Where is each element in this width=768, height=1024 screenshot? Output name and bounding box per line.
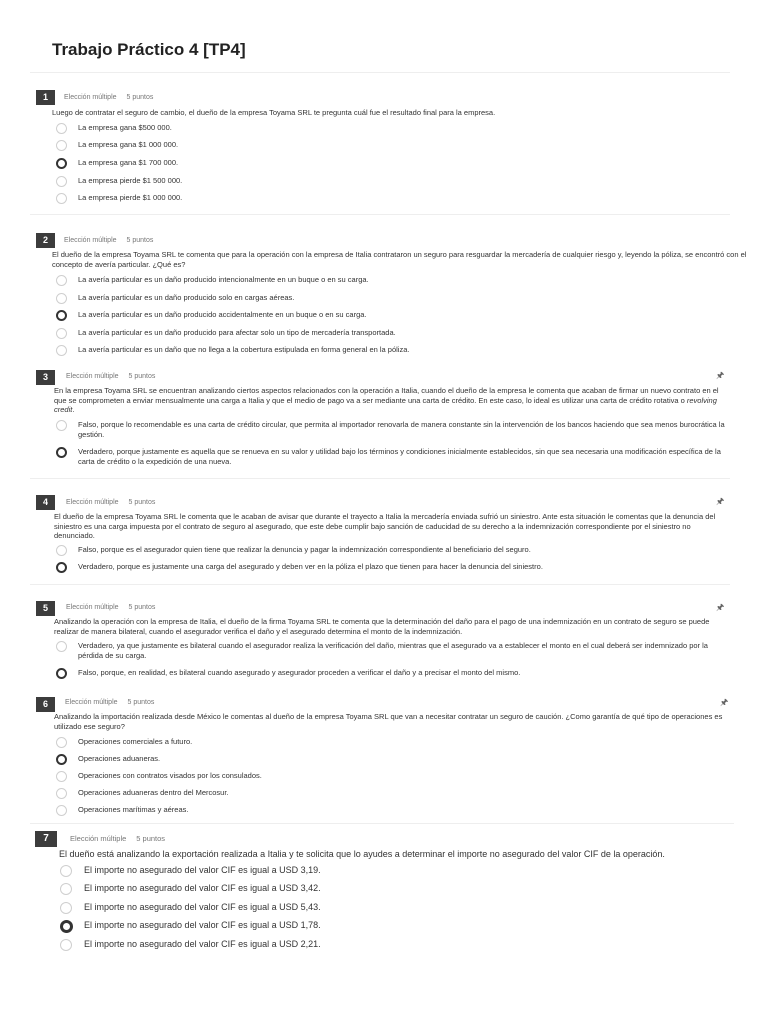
question-type: Elección múltiple [70,834,127,843]
option-label: Verdadero, porque es justamente una carga del asegurado y deben ver en la póliza el plazo que tienen para hacer la denuncia del siniestro. [78,562,543,571]
option-label: El importe no asegurado del valor CIF es igual a USD 5,43. [84,902,321,912]
option-label: La empresa gana $1 000 000. [78,140,179,149]
question-number: 7 [35,831,57,847]
radio-button[interactable] [56,545,67,556]
question-type: Elección múltiple [64,94,117,101]
radio-button[interactable] [56,123,67,134]
radio-button[interactable] [56,176,67,187]
option-label: La avería particular es un daño producido para afectar solo un tipo de mercadería transportada. [78,328,396,337]
radio-button[interactable] [56,788,67,799]
question-stem: Analizando la operación con la empresa de Italia, el dueño de la firma Toyama SRL te comenta que la determinación del daño para el pago de una indemnización en un contrato de seguro se puede realizar de manera bilateral, cuando el asegurador verifica el daño y el asegurado determina el monto de la indemnización. [54,617,710,636]
question-5 [30,599,730,691]
question-points: 5 puntos [126,237,154,244]
question-meta [70,834,165,843]
radio-button[interactable] [56,805,67,816]
radio-button[interactable] [56,193,67,204]
option-label: Verdadero, porque justamente es aquella que se renueva en su valor y utilidad bajo los términos y condiciones inicialmente establecidos, sin que sea necesaria una modificación específica de la carta de crédito o la expedición de una nueva. [78,447,721,466]
option-label: La empresa gana $500 000. [78,123,172,132]
question-number: 1 [36,90,55,105]
divider [30,823,734,824]
radio-button[interactable] [56,420,67,431]
question-meta [65,699,154,706]
question-type: Elección múltiple [65,699,118,706]
question-3 [30,368,730,490]
question-number: 2 [36,233,55,248]
option-label: Operaciones comerciales a futuro. [78,737,193,746]
question-4 [30,493,730,593]
option-label: La avería particular es un daño que no llega a la cobertura estipulada en forma general en la póliza. [78,345,410,354]
question-points: 5 puntos [128,373,156,380]
option-label: Falso, porque lo recomendable es una carta de crédito circular, que permita al importador renovarla de manera constante sin la intervención de los bancos haciendo que sea menos burocrática la gestión. [78,420,725,439]
question-stem-end: . [72,405,75,414]
question-type: Elección múltiple [66,499,119,506]
option-label: El importe no asegurado del valor CIF es igual a USD 1,78. [84,920,321,930]
option-label: La avería particular es un daño producido solo en cargas aéreas. [78,293,295,302]
radio-button[interactable] [56,641,67,652]
option-label: La empresa pierde $1 000 000. [78,193,183,202]
radio-button[interactable] [56,345,67,356]
question-6 [30,695,734,825]
divider [30,584,730,585]
question-stem: Luego de contratar el seguro de cambio, el dueño de la empresa Toyama SRL te pregunta cuál fue el resultado final para la empresa. [52,108,496,117]
option-label: El importe no asegurado del valor CIF es igual a USD 2,21. [84,939,321,949]
question-1 [30,88,730,228]
question-meta [64,94,153,101]
option-label: Operaciones aduaneras dentro del Mercosur. [78,788,229,797]
radio-button[interactable] [60,865,72,877]
question-points: 5 puntos [136,834,166,843]
option-label: Operaciones con contratos visados por los consulados. [78,771,262,780]
radio-button[interactable] [56,275,67,286]
radio-button[interactable] [60,902,72,914]
radio-button-selected[interactable] [56,668,67,679]
radio-button[interactable] [56,328,67,339]
question-type: Elección múltiple [66,604,119,611]
question-meta [66,604,155,611]
radio-button-selected[interactable] [56,447,67,458]
radio-button[interactable] [56,293,67,304]
question-number: 5 [36,601,55,616]
option-label: Falso, porque, en realidad, es bilateral cuando asegurado y asegurador proceden a verificar el daño y a precisar el monto del mismo. [78,668,521,677]
pushpin-icon[interactable]: 🖈 [716,602,725,612]
radio-button[interactable] [56,140,67,151]
radio-button[interactable] [56,737,67,748]
question-number: 4 [36,495,55,510]
pushpin-icon[interactable]: 🖈 [716,496,725,506]
radio-button[interactable] [60,883,72,895]
option-label: La avería particular es un daño producido accidentalmente en un buque o en su carga. [78,310,367,319]
question-2 [30,231,747,367]
question-points: 5 puntos [126,94,154,101]
question-type: Elección múltiple [64,237,117,244]
radio-button-selected[interactable] [56,562,67,573]
radio-button-selected[interactable] [60,920,73,933]
question-type: Elección múltiple [66,373,119,380]
divider [30,72,730,73]
divider [30,478,730,479]
question-meta [66,499,155,506]
option-label: Operaciones aduaneras. [78,754,161,763]
question-points: 5 puntos [127,699,155,706]
divider [30,214,730,215]
question-stem: El dueño de la empresa Toyama SRL le comenta que le acaban de avisar que durante el trayecto a Italia la mercadería enviada sufrió un siniestro. Ante esta situación le comentas que la denuncia del siniestro es una carga impuesta por el contrato de seguro al asegurado, que este debe cumplir bajo sanción de caducidad de su derecho a la indemnización correspondiente por el siniestro no denunciado. [54,512,716,540]
option-label: Verdadero, ya que justamente es bilateral cuando el asegurador realiza la verificación del daño, mientras que el asegurado va a establecer el monto en el cual deberá ser indemnizado por la pérdida de su carga. [78,641,708,660]
radio-button-selected[interactable] [56,158,67,169]
radio-button-selected[interactable] [56,310,67,321]
question-stem: El dueño está analizando la exportación realizada a Italia y te solicita que lo ayudes a determinar el importe no asegurado del valor CIF de la operación. [59,849,665,859]
pushpin-icon[interactable]: 🖈 [716,370,725,380]
option-label: El importe no asegurado del valor CIF es igual a USD 3,42. [84,883,321,893]
question-points: 5 puntos [128,499,156,506]
question-meta [64,237,153,244]
question-stem [54,386,730,415]
question-number: 6 [36,697,55,712]
option-label: La empresa pierde $1 500 000. [78,176,183,185]
radio-button[interactable] [60,939,72,951]
question-stem: El dueño de la empresa Toyama SRL te comenta que para la operación con la empresa de Italia contrataron un seguro para resguardar la mercadería de cualquier riesgo y, leyendo la póliza, se encontró con el concepto de avería particular. ¿Qué es? [52,250,747,269]
radio-button-selected[interactable] [56,754,67,765]
radio-button[interactable] [56,771,67,782]
page-title: Trabajo Práctico 4 [TP4] [52,40,246,59]
question-stem-italic: revolving credit [54,395,717,414]
option-label: Operaciones marítimas y aéreas. [78,805,189,814]
option-label: La empresa gana $1 700 000. [78,158,179,167]
option-label: Falso, porque es el asegurador quien tiene que realizar la denuncia y pagar la indemnización correspondiente al beneficiario del seguro. [78,545,531,554]
question-stem: Analizando la importación realizada desde México le comentas al dueño de la empresa Toyama SRL que van a necesitar contratar un seguro de caución. ¿Como garantía de qué tipo de operaciones es utilizado ese seguro? [54,712,723,731]
question-points: 5 puntos [128,604,156,611]
option-label: El importe no asegurado del valor CIF es igual a USD 3,19. [84,865,321,875]
pushpin-icon[interactable]: 🖈 [720,697,729,707]
question-7 [30,829,730,959]
question-stem-text: En la empresa Toyama SRL se encuentran analizando ciertos aspectos relacionados con la operación a Italia, cuando el dueño de la empresa le comenta que acaban de firmar un nuevo contrato en el que se comprometen a enviar mensualmente una carga a Italia y que el medio de pago va a ser mediante una carta de crédito. En este caso, lo ideal es utilizar una carta de crédito rotativa o [54,386,719,405]
option-label: La avería particular es un daño producido intencionalmente en un buque o en su carga. [78,275,369,284]
question-meta [66,373,155,380]
question-number: 3 [36,370,55,385]
